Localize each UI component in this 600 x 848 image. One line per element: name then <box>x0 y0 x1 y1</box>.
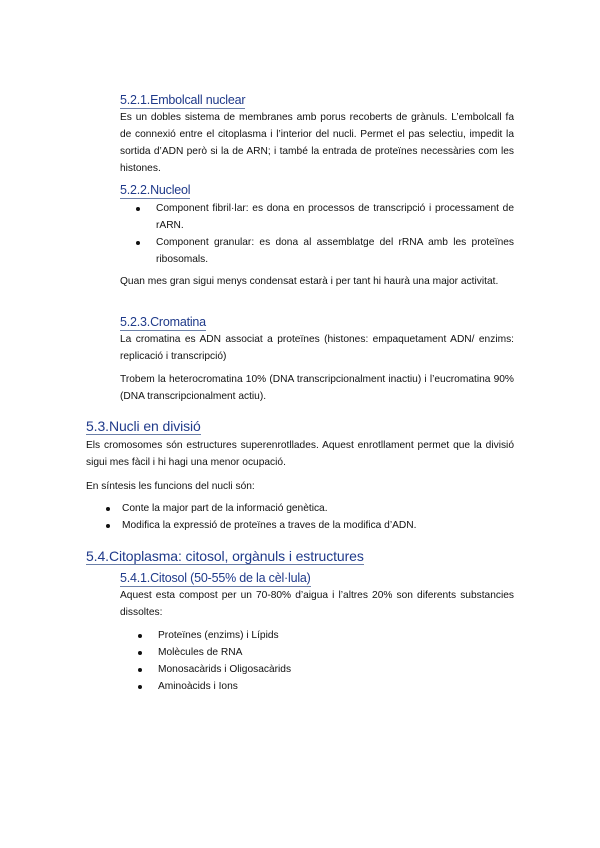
paragraph-embolcall: Es un dobles sistema de membranes amb porus recoberts de grànuls. L’embolcall fa de connexió entre el citoplasma i l’interior del nucli. Permet el pas selectiu, impedit la sortida d’ADN però si la de ARN; i també la entrada de proteïnes necessàries com les histones. <box>120 112 514 174</box>
citosol-list <box>158 627 514 695</box>
paragraph-cromatina-1: La cromatina es ADN associat a proteïnes (histones: empaquetament ADN/ enzims: replicació i transcripció) <box>120 334 514 362</box>
list-item: Modifica la expressió de proteïnes a traves de la modifica d’ADN. <box>122 517 514 534</box>
heading-citosol: 5.4.1.Citosol (50-55% de la cèl·lula) <box>120 571 311 585</box>
bullet-icon <box>136 241 140 245</box>
heading-cromatina: 5.2.3.Cromatina <box>120 315 206 329</box>
list-item: Component fibril·lar: es dona en processos de transcripció i processament de rARN. <box>156 200 514 234</box>
paragraph-nucleol: Quan mes gran sigui menys condensat estarà i per tant hi haurà una major activitat. <box>120 276 499 287</box>
heading-nucleol: 5.2.2.Nucleol <box>120 183 191 197</box>
list-item: Proteïnes (enzims) i Lípids <box>158 627 514 644</box>
bullet-icon <box>106 524 110 528</box>
paragraph-citosol: Aquest esta compost per un 70-80% d’aigua i l’altres 20% son diferents substancies dissoltes: <box>120 590 514 618</box>
paragraph-summary: En síntesis les funcions del nucli són: <box>86 481 255 492</box>
bullet-icon <box>138 651 142 655</box>
list-item: Conte la major part de la informació genètica. <box>122 500 514 517</box>
paragraph-divisio: Els cromosomes són estructures superenrotllades. Aquest enrotllament permet que la divisió sigui mes fàcil i hi hagi una menor ocupació. <box>86 440 514 468</box>
bullet-icon <box>138 685 142 689</box>
heading-embolcall-nuclear: 5.2.1.Embolcall nuclear <box>120 93 246 107</box>
nucleol-list <box>156 200 514 268</box>
bullet-icon <box>138 634 142 638</box>
bullet-icon <box>136 207 140 211</box>
list-item: Monosacàrids i Oligosacàrids <box>158 661 514 678</box>
list-item: Component granular: es dona al assemblatge del rRNA amb les proteïnes ribosomals. <box>156 234 514 268</box>
functions-list <box>122 500 514 534</box>
heading-nucli-divisio: 5.3.Nucli en divisió <box>86 418 201 434</box>
list-item: Molècules de RNA <box>158 644 514 661</box>
bullet-icon <box>106 507 110 511</box>
bullet-icon <box>138 668 142 672</box>
list-item: Aminoàcids i Ions <box>158 678 514 695</box>
heading-citoplasma: 5.4.Citoplasma: citosol, orgànuls i estructures <box>86 548 364 564</box>
paragraph-cromatina-2: Trobem la heterocromatina 10% (DNA transcripcionalment inactiu) i l’eucromatina 90% (DNA transcripcionalment actiu). <box>120 374 514 402</box>
